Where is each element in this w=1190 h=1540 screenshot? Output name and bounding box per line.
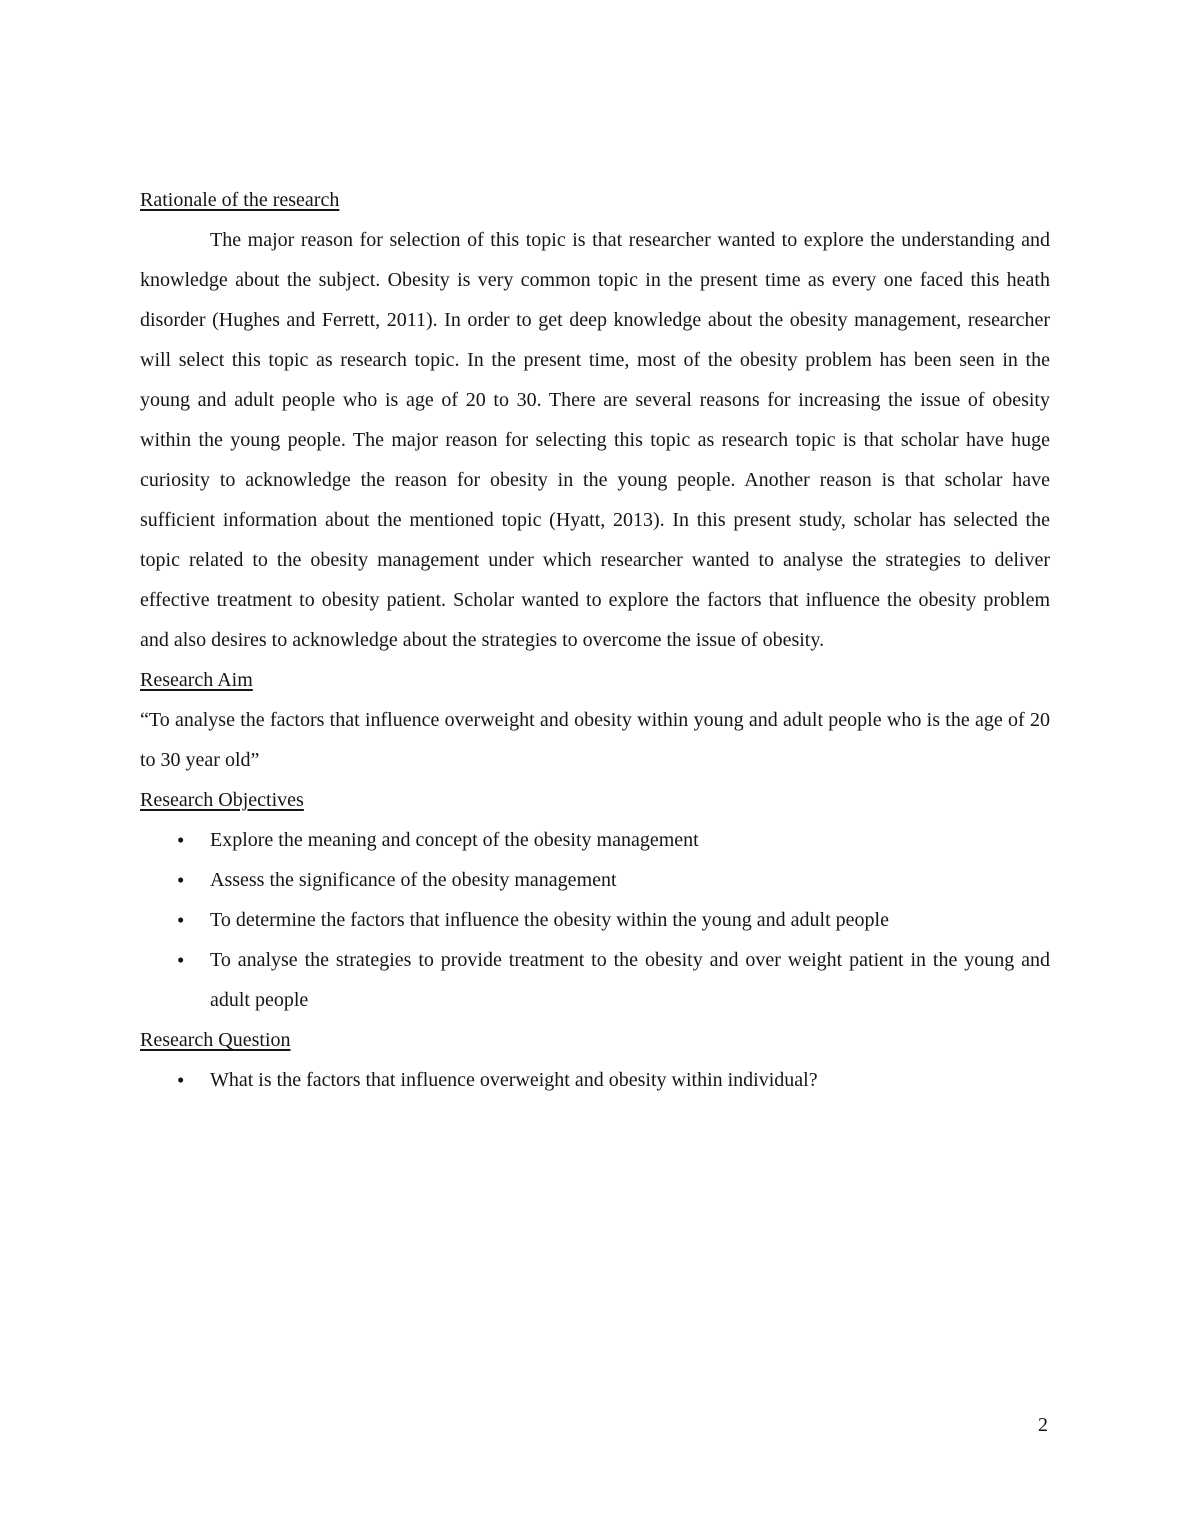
heading-rationale: Rationale of the research (140, 189, 340, 211)
research-aim-paragraph: “To analyse the factors that influence overweight and obesity within young and adult people who is the age of 20 to 30 year old” (140, 709, 1050, 771)
objective-item: • To analyse the strategies to provide treatment to the obesity and over weight patient in the young and adult people (140, 940, 1050, 1020)
page-number: 2 (1038, 1414, 1048, 1436)
rationale-paragraph: The major reason for selection of this topic is that researcher wanted to explore the understanding and knowledge about the subject. Obesity is very common topic in the present time as every one faced this heath disorder (Hughes and Ferrett, 2011). In order to get deep knowledge about the obesity management, researcher will select this topic as research topic. In the present time, most of the obesity problem has been seen in the young and adult people who is age of 20 to 30. There are several reasons for increasing the issue of obesity within the young people. The major reason for selecting this topic as research topic is that scholar have huge curiosity to acknowledge the reason for obesity in the young people. Another reason is that scholar have sufficient information about the mentioned topic (Hyatt, 2013). In this present study, scholar has selected the topic related to the obesity management under which researcher wanted to analyse the strategies to deliver effective treatment to obesity patient. Scholar wanted to explore the factors that influence the obesity problem and also desires to acknowledge about the strategies to overcome the issue of obesity. (140, 229, 1050, 651)
heading-research-question: Research Question (140, 1029, 291, 1051)
research-question-list (140, 1060, 1050, 1100)
research-objectives-list (140, 820, 1050, 1020)
objective-item: • Explore the meaning and concept of the obesity management (140, 820, 1050, 860)
objective-item: • Assess the significance of the obesity management (140, 860, 1050, 900)
page-content (140, 180, 1050, 1100)
heading-research-objectives: Research Objectives (140, 789, 304, 811)
objective-item: • To determine the factors that influence the obesity within the young and adult people (140, 900, 1050, 940)
question-item: • What is the factors that influence overweight and obesity within individual? (140, 1060, 1050, 1100)
heading-research-aim: Research Aim (140, 669, 253, 691)
